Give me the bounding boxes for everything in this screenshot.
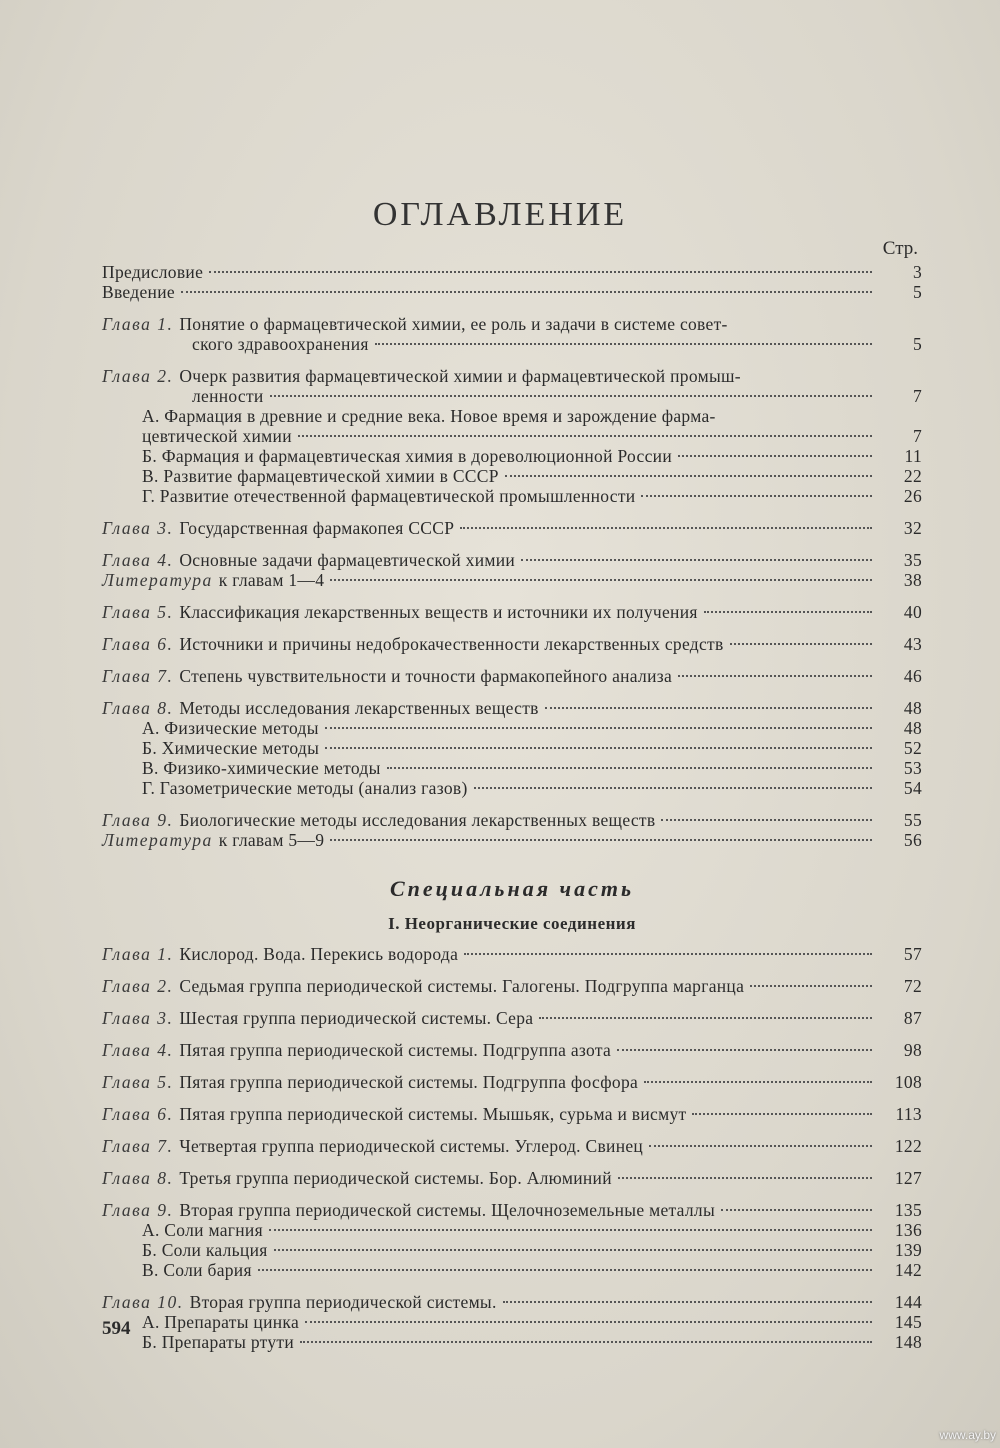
toc-general-list <box>102 262 922 850</box>
entry-text: Кислород. Вода. Перекись водорода <box>179 944 459 964</box>
entry-page: 40 <box>903 602 922 622</box>
entry-page: 5 <box>912 282 922 302</box>
toc-line <box>102 550 922 570</box>
dot-leader <box>460 527 872 529</box>
toc-entry <box>102 314 922 354</box>
chapter-label: Глава 8. <box>102 698 174 718</box>
entry-text: А. Соли магния <box>142 1220 263 1240</box>
entry-text: Классификация лекарственных веществ и источники их получения <box>179 602 698 622</box>
dot-leader <box>270 395 872 397</box>
toc-line <box>102 698 922 718</box>
dot-leader <box>181 291 872 293</box>
entry-page: 57 <box>903 944 922 964</box>
table-of-contents <box>102 262 922 1352</box>
toc-entry <box>102 698 922 718</box>
dot-leader <box>678 675 872 677</box>
toc-entry <box>102 1136 922 1156</box>
entry-page: 142 <box>894 1260 922 1280</box>
entry-text: Г. Развитие отечественной фармацевтической промышленности <box>142 486 636 506</box>
toc-line <box>102 366 922 386</box>
toc-line <box>102 1200 922 1220</box>
entry-page: 22 <box>903 466 922 486</box>
dot-leader <box>641 495 872 497</box>
chapter-label: Глава 2. <box>102 976 174 996</box>
dot-leader <box>678 455 872 457</box>
page-title: ОГЛАВЛЕНИЕ <box>372 196 628 233</box>
toc-entry <box>102 1008 922 1028</box>
chapter-label: Литература <box>102 570 213 590</box>
dot-leader <box>209 271 872 273</box>
entry-page: 26 <box>903 486 922 506</box>
page-number: 594 <box>102 1318 131 1339</box>
toc-line <box>102 1072 922 1092</box>
dot-leader <box>503 1301 872 1303</box>
entry-page: 53 <box>903 758 922 778</box>
entry-text: Б. Химические методы <box>142 738 320 758</box>
toc-entry <box>102 1240 922 1260</box>
section-title: I. Неорганические соединения <box>388 914 636 933</box>
entry-page: 72 <box>903 976 922 996</box>
entry-page: 7 <box>912 426 922 446</box>
entry-label: Введение <box>102 282 175 302</box>
entry-text: Шестая группа периодической системы. Сера <box>179 1008 534 1028</box>
dot-leader <box>730 643 872 645</box>
entry-page: 54 <box>903 778 922 798</box>
toc-entry <box>102 446 922 466</box>
entry-text: Очерк развития фармацевтической химии и фармацевтической промыш- <box>179 366 741 386</box>
toc-line <box>102 1168 922 1188</box>
entry-page: 43 <box>903 634 922 654</box>
toc-line <box>102 1040 922 1060</box>
chapter-label: Глава 9. <box>102 1200 174 1220</box>
toc-line <box>102 1136 922 1156</box>
toc-line <box>102 758 922 778</box>
chapter-label: Глава 1. <box>102 314 174 334</box>
toc-line <box>102 446 922 466</box>
toc-line <box>102 262 922 282</box>
toc-line <box>102 1260 922 1280</box>
entry-text: Степень чувствительности и точности фармакопейного анализа <box>179 666 673 686</box>
entry-text: Методы исследования лекарственных веществ <box>179 698 539 718</box>
entry-page: 113 <box>895 1104 922 1124</box>
toc-line <box>102 976 922 996</box>
entry-page: 145 <box>894 1312 922 1332</box>
entry-text: А. Фармация в древние и средние века. Новое время и зарождение фарма- <box>142 406 716 426</box>
dot-leader <box>274 1249 872 1251</box>
dot-leader <box>704 611 872 613</box>
dot-leader <box>330 839 872 841</box>
toc-entry <box>102 1168 922 1188</box>
entry-text: Б. Препараты ртути <box>142 1332 295 1352</box>
entry-page: 55 <box>903 810 922 830</box>
toc-entry <box>102 406 922 446</box>
toc-line <box>102 602 922 622</box>
toc-entry <box>102 518 922 538</box>
entry-text: А. Физические методы <box>142 718 319 738</box>
entry-text: Пятая группа периодической системы. Подгруппа фосфора <box>179 1072 639 1092</box>
entry-page: 108 <box>894 1072 922 1092</box>
chapter-label: Литература <box>102 830 213 850</box>
special-part-title: Специальная часть <box>389 876 634 901</box>
chapter-label: Глава 5. <box>102 1072 174 1092</box>
entry-text: Вторая группа периодической системы. <box>189 1292 497 1312</box>
watermark: www.ay.by <box>939 1428 996 1442</box>
chapter-label: Глава 6. <box>102 1104 174 1124</box>
toc-line <box>102 518 922 538</box>
chapter-label: Глава 7. <box>102 666 174 686</box>
chapter-label: Глава 6. <box>102 634 174 654</box>
entry-text-cont: цевтической химии <box>142 426 292 446</box>
chapter-label: Глава 5. <box>102 602 174 622</box>
entry-text: Третья группа периодической системы. Бор. Алюминий <box>179 1168 612 1188</box>
dot-leader <box>474 787 872 789</box>
toc-line <box>102 738 922 758</box>
dot-leader <box>644 1081 872 1083</box>
entry-text-cont: ского здравоохранения <box>192 334 369 354</box>
toc-line <box>102 314 922 334</box>
toc-entry <box>102 976 922 996</box>
entry-page: 87 <box>903 1008 922 1028</box>
toc-line <box>102 810 922 830</box>
toc-entry <box>102 1072 922 1092</box>
toc-entry <box>102 262 922 282</box>
entry-page: 139 <box>894 1240 922 1260</box>
dot-leader <box>721 1209 872 1211</box>
entry-page: 5 <box>912 334 922 354</box>
entry-page: 7 <box>912 386 922 406</box>
toc-entry <box>102 550 922 570</box>
toc-line <box>102 1220 922 1240</box>
dot-leader <box>258 1269 872 1271</box>
entry-text: Источники и причины недоброкачественности лекарственных средств <box>179 634 724 654</box>
dot-leader <box>750 985 872 987</box>
entry-page: 32 <box>903 518 922 538</box>
entry-text: Понятие о фармацевтической химии, ее роль и задачи в системе совет- <box>179 314 728 334</box>
dot-leader <box>649 1145 872 1147</box>
entry-text-cont: ленности <box>192 386 264 406</box>
entry-text: к главам 5—9 <box>218 830 325 850</box>
toc-line <box>102 486 922 506</box>
toc-entry <box>102 466 922 486</box>
chapter-label: Глава 8. <box>102 1168 174 1188</box>
dot-leader <box>325 747 872 749</box>
entry-text: В. Соли бария <box>142 1260 252 1280</box>
chapter-label: Глава 2. <box>102 366 174 386</box>
dot-leader <box>387 767 872 769</box>
entry-text: Пятая группа периодической системы. Мышьяк, сурьма и висмут <box>179 1104 687 1124</box>
entry-text: В. Развитие фармацевтической химии в СССР <box>142 466 499 486</box>
toc-entry <box>102 366 922 406</box>
entry-text: Четвертая группа периодической системы. Углерод. Свинец <box>179 1136 644 1156</box>
entry-page: 56 <box>903 830 922 850</box>
toc-entry <box>102 634 922 654</box>
entry-page: 48 <box>903 698 922 718</box>
dot-leader <box>521 559 872 561</box>
dot-leader <box>545 707 872 709</box>
toc-entry <box>102 1040 922 1060</box>
entry-text: к главам 1—4 <box>218 570 325 590</box>
dot-leader <box>539 1017 872 1019</box>
toc-entry <box>102 570 922 590</box>
dot-leader <box>325 727 872 729</box>
entry-text: Г. Газометрические методы (анализ газов) <box>142 778 468 798</box>
toc-line <box>102 406 922 426</box>
toc-line <box>102 666 922 686</box>
entry-page: 136 <box>894 1220 922 1240</box>
dot-leader <box>661 819 872 821</box>
toc-entry <box>102 944 922 964</box>
toc-entry <box>102 1332 922 1352</box>
dot-leader <box>305 1321 872 1323</box>
chapter-label: Глава 9. <box>102 810 174 830</box>
entry-text: В. Физико-химические методы <box>142 758 381 778</box>
entry-page: 35 <box>903 550 922 570</box>
toc-entry <box>102 1104 922 1124</box>
entry-label: Предисловие <box>102 262 204 282</box>
toc-entry <box>102 666 922 686</box>
dot-leader <box>300 1341 872 1343</box>
entry-page: 46 <box>903 666 922 686</box>
toc-line <box>102 1332 922 1352</box>
toc-line <box>102 634 922 654</box>
toc-line <box>102 282 922 302</box>
toc-line <box>102 1292 922 1312</box>
toc-line <box>102 1104 922 1124</box>
toc-line <box>102 778 922 798</box>
toc-line <box>102 1312 922 1332</box>
toc-line <box>102 718 922 738</box>
toc-entry <box>102 1200 922 1220</box>
toc-entry <box>102 1260 922 1280</box>
toc-line <box>102 334 922 354</box>
entry-page: 3 <box>912 262 922 282</box>
dot-leader <box>617 1049 872 1051</box>
dot-leader <box>618 1177 872 1179</box>
toc-entry <box>102 602 922 622</box>
toc-line <box>102 426 922 446</box>
entry-page: 135 <box>894 1200 922 1220</box>
entry-page: 52 <box>903 738 922 758</box>
toc-entry <box>102 758 922 778</box>
toc-entry <box>102 1220 922 1240</box>
toc-line <box>102 1008 922 1028</box>
toc-entry <box>102 1312 922 1332</box>
chapter-label: Глава 4. <box>102 550 174 570</box>
toc-line <box>102 466 922 486</box>
dot-leader <box>375 343 872 345</box>
chapter-label: Глава 10. <box>102 1292 184 1312</box>
entry-page: 11 <box>904 446 922 466</box>
entry-text: Седьмая группа периодической системы. Галогены. Подгруппа марганца <box>179 976 745 996</box>
chapter-label: Глава 7. <box>102 1136 174 1156</box>
chapter-label: Глава 1. <box>102 944 174 964</box>
toc-line <box>102 1240 922 1260</box>
dot-leader <box>464 953 872 955</box>
entry-text: А. Препараты цинка <box>142 1312 300 1332</box>
entry-text: Б. Фармация и фармацевтическая химия в дореволюционной России <box>142 446 672 466</box>
entry-page: 148 <box>894 1332 922 1352</box>
page-column-header: Стр. <box>882 238 918 259</box>
toc-line <box>102 944 922 964</box>
entry-page: 38 <box>903 570 922 590</box>
entry-page: 144 <box>894 1292 922 1312</box>
toc-line <box>102 570 922 590</box>
entry-page: 98 <box>903 1040 922 1060</box>
dot-leader <box>298 435 872 437</box>
dot-leader <box>269 1229 872 1231</box>
toc-entry <box>102 810 922 830</box>
entry-text: Вторая группа периодической системы. Щелочноземельные металлы <box>179 1200 716 1220</box>
chapter-label: Глава 3. <box>102 1008 174 1028</box>
toc-entry <box>102 282 922 302</box>
toc-entry <box>102 486 922 506</box>
entry-page: 122 <box>894 1136 922 1156</box>
chapter-label: Глава 3. <box>102 518 174 538</box>
dot-leader <box>505 475 872 477</box>
toc-entry <box>102 718 922 738</box>
toc-entry <box>102 738 922 758</box>
entry-text: Государственная фармакопея СССР <box>179 518 455 538</box>
toc-entry <box>102 830 922 850</box>
toc-special-list <box>102 944 922 1352</box>
toc-line <box>102 386 922 406</box>
toc-entry <box>102 1292 922 1312</box>
entry-text: Основные задачи фармацевтической химии <box>179 550 516 570</box>
entry-page: 127 <box>894 1168 922 1188</box>
dot-leader <box>692 1113 872 1115</box>
entry-text: Пятая группа периодической системы. Подгруппа азота <box>179 1040 612 1060</box>
chapter-label: Глава 4. <box>102 1040 174 1060</box>
dot-leader <box>330 579 872 581</box>
entry-text: Биологические методы исследования лекарственных веществ <box>179 810 656 830</box>
toc-entry <box>102 778 922 798</box>
toc-line <box>102 830 922 850</box>
entry-page: 48 <box>903 718 922 738</box>
entry-text: Б. Соли кальция <box>142 1240 268 1260</box>
